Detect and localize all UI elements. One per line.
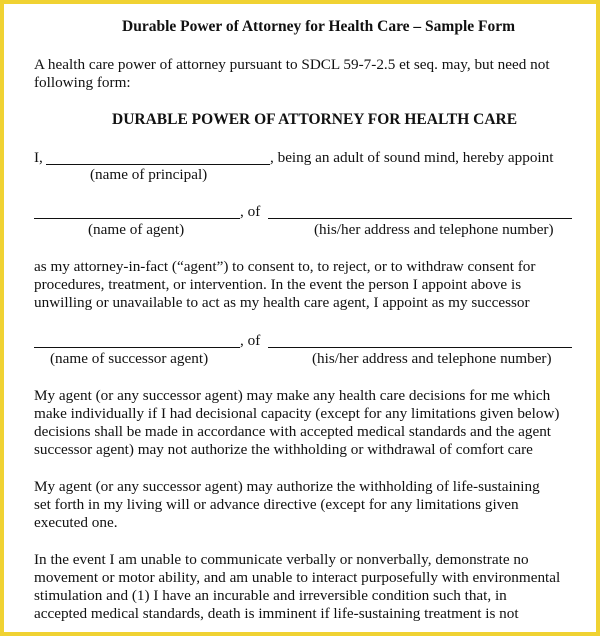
- decisions-line: decisions shall be made in accordance with accepted medical standards and the agent: [34, 423, 552, 440]
- agent-name-label: (name of agent): [88, 221, 185, 238]
- decisions-line: My agent (or any successor agent) may make any health care decisions for me which: [34, 387, 551, 404]
- agent-address-blank: [268, 218, 572, 219]
- withholding-line: set forth in my living will or advance directive (except for any limitations given: [34, 496, 519, 513]
- intro-line: A health care power of attorney pursuant to SDCL 59-7-2.5 et seq. may, but need not: [34, 56, 550, 73]
- unable-line: stimulation and (1) I have an incurable and irreversible condition such that, in: [34, 587, 507, 604]
- appointment-line: unwilling or unavailable to act as my health care agent, I appoint as my successor: [34, 294, 530, 311]
- successor-name-label: (name of successor agent): [50, 350, 209, 367]
- unable-line: In the event I am unable to communicate verbally or nonverbally, demonstrate no: [34, 551, 529, 568]
- principal-prefix: I,: [34, 149, 43, 166]
- successor-of: , of: [240, 332, 261, 349]
- withholding-line: executed one.: [34, 514, 118, 531]
- decisions-line: make individually if I had decisional capacity (except for any limitations given below): [34, 405, 560, 422]
- form-title: DURABLE POWER OF ATTORNEY FOR HEALTH CARE: [112, 111, 518, 128]
- successor-address-blank: [268, 347, 572, 348]
- successor-name-blank: [34, 347, 240, 348]
- appointment-line: procedures, treatment, or intervention. In the event the person I appoint above is: [34, 276, 522, 293]
- successor-address-label: (his/her address and telephone number): [312, 350, 552, 367]
- unable-line: movement or motor ability, and am unable to interact purposefully with environmental: [34, 569, 561, 586]
- intro-line: following form:: [34, 74, 131, 91]
- agent-name-blank: [34, 218, 240, 219]
- decisions-line: successor agent) may not authorize the withholding or withdrawal of comfort care: [34, 441, 533, 458]
- appointment-line: as my attorney-in-fact (“agent”) to consent to, to reject, or to withdraw consent for: [34, 258, 536, 275]
- agent-of: , of: [240, 203, 261, 220]
- unable-line: accepted medical standards, death is imminent if life-sustaining treatment is not: [34, 605, 519, 622]
- agent-address-label: (his/her address and telephone number): [314, 221, 554, 238]
- withholding-line: My agent (or any successor agent) may authorize the withholding of life-sustaining: [34, 478, 540, 495]
- principal-name-label: (name of principal): [90, 166, 208, 183]
- page-title: Durable Power of Attorney for Health Care – Sample Form: [122, 18, 516, 35]
- principal-suffix: , being an adult of sound mind, hereby appoint: [270, 149, 554, 166]
- principal-name-blank: [46, 164, 270, 165]
